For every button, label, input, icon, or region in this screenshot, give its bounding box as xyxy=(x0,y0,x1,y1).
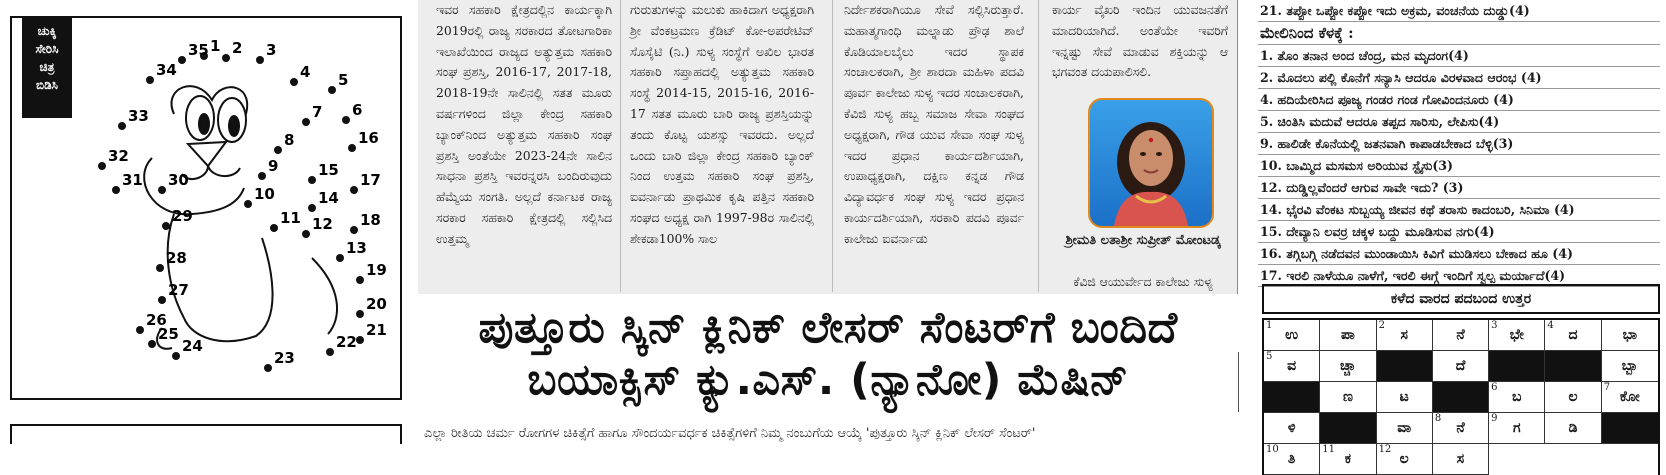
puzzle-dot xyxy=(158,186,166,194)
puzzle-dot-number: 2 xyxy=(232,39,243,57)
cell-letter: ದೆ xyxy=(1455,358,1466,374)
cell-letter: ಚ್ಚಾ xyxy=(1339,358,1356,374)
puzzle-dot-number: 10 xyxy=(254,185,275,203)
dot-puzzle-panel xyxy=(10,16,402,400)
cell-letter: ಗ xyxy=(1512,420,1521,436)
puzzle-dot xyxy=(112,186,120,194)
cell-letter: ಭಾ xyxy=(1622,327,1638,343)
cell-letter: ನೆ xyxy=(1456,420,1465,436)
grid-cell xyxy=(1264,351,1320,382)
column-rule xyxy=(832,0,833,292)
grid-cell xyxy=(1602,351,1658,382)
puzzle-dot-number: 19 xyxy=(366,261,387,279)
article-column-1 xyxy=(436,0,612,250)
cell-letter: ನೆ xyxy=(1456,327,1465,343)
puzzle-dot xyxy=(356,310,364,318)
down-clues-heading: ಮೇಲಿನಿಂದ ಕೆಳಕ್ಕೆ : xyxy=(1258,22,1660,45)
cell-letter: ಸ xyxy=(1456,451,1465,467)
puzzle-dot-number: 13 xyxy=(346,239,367,257)
puzzle-dot xyxy=(336,254,344,262)
puzzle-dot xyxy=(290,78,298,86)
puzzle-dot-number: 28 xyxy=(166,249,187,267)
cell-letter: ಳಿ xyxy=(1287,420,1296,436)
puzzle-dot xyxy=(172,352,180,360)
grid-cell-black xyxy=(1377,351,1433,382)
puzzle-dot xyxy=(348,144,356,152)
answer-grid xyxy=(1262,318,1660,475)
puzzle-dot-number: 25 xyxy=(158,325,179,343)
profile-article xyxy=(418,0,1238,294)
grid-cell xyxy=(1433,444,1489,475)
puzzle-dot-number: 12 xyxy=(312,215,333,233)
badge-line: ಚುಕ್ಕಿ xyxy=(37,24,57,38)
cell-number: 5 xyxy=(1266,351,1273,362)
clue-item: 9. ಹಾಲಿಡೇ ಕೊನೆಯಲ್ಲಿ ಜತನವಾಗಿ ಕಾಪಾಡಬೇಕಾದ ಬೆಳ್ಳಿ(3) xyxy=(1258,133,1660,155)
puzzle-dot xyxy=(302,230,310,238)
puzzle-dot-number: 33 xyxy=(128,107,149,125)
cell-number: 7 xyxy=(1603,382,1611,393)
puzzle-dot-number: 31 xyxy=(122,171,143,189)
headline-line-1: ಪುತ್ತೂರು ಸ್ಕಿನ್ ಕ್ಲಿನಿಕ್ ಲೇಸರ್ ಸೆಂಟರ್‌ಗೆ ಬಂದಿದೆ xyxy=(478,303,1178,353)
puzzle-dot-number: 17 xyxy=(360,171,381,189)
grid-cell xyxy=(1377,413,1433,444)
puzzle-dot xyxy=(350,186,358,194)
grid-cell xyxy=(1320,382,1376,413)
puzzle-dot xyxy=(328,86,336,94)
article-column-3 xyxy=(844,0,1024,250)
puzzle-dot xyxy=(118,122,126,130)
puzzle-dot-number: 32 xyxy=(108,147,129,165)
clue-item: 5. ಚಿಂತಿಸಿ ಮದುವೆ ಆದರೂ ತಪ್ಪದ ಸಾರಿಸು, ಲೇಪಿಸು(4) xyxy=(1258,111,1660,133)
puzzle-dot-number: 11 xyxy=(280,209,301,227)
clue-item: 16. ತಗ್ಗಿಬಗ್ಗಿ ನಡೆದವನ ಮುಂಡಾಯಿಸಿ ಕಿವಿಗೆ ಮುಡಿಸಲು ಬೇಕಾದ ಹೂ (4) xyxy=(1258,243,1660,265)
puzzle-dot-number: 35 xyxy=(188,41,209,59)
puzzle-dot-number: 16 xyxy=(358,129,379,147)
puzzle-dot-number: 15 xyxy=(318,161,339,179)
grid-cell xyxy=(1320,444,1376,475)
puzzle-dot xyxy=(342,116,350,124)
puzzle-dot-number: 6 xyxy=(352,101,363,119)
puzzle-dot-number: 21 xyxy=(366,321,387,339)
puzzle-dot-number: 27 xyxy=(168,281,189,299)
grid-cell-black xyxy=(1545,351,1601,382)
cell-letter: ಬ್ಬಾ xyxy=(1621,358,1638,374)
grid-cell xyxy=(1377,444,1433,475)
puzzle-dot xyxy=(222,54,230,62)
puzzle-dot xyxy=(146,76,154,84)
grid-cell xyxy=(1377,382,1433,413)
clue-item: 14. ಭೈರವಿ ವೆಂಕಟ ಸುಬ್ಬಯ್ಯ ಜೀವನ ಕಥೆ ತರಾಸು ಕಾದಂಬರಿ, ಸಿನಿಮಾ (4) xyxy=(1258,199,1660,221)
badge-line: ಸೇರಿಸಿ xyxy=(35,42,59,56)
puzzle-dot xyxy=(98,162,106,170)
puzzle-dot xyxy=(256,56,264,64)
divider xyxy=(1238,352,1239,412)
cell-number: 9 xyxy=(1491,413,1498,424)
puzzle-dot xyxy=(244,200,252,208)
puzzle-dot-number: 9 xyxy=(268,157,279,175)
cell-letter: ಟ xyxy=(1399,389,1409,405)
cell-letter: ಣ xyxy=(1342,389,1353,405)
puzzle-dot xyxy=(258,172,266,180)
grid-cell xyxy=(1489,320,1545,351)
puzzle-dot-number: 26 xyxy=(146,311,167,329)
badge-line: ಚಿತ್ರ xyxy=(39,60,55,74)
puzzle-dot-number: 3 xyxy=(266,41,277,59)
clue-item: 1. ತೊಂ ತನಾನ ಅಂದ ಚೆಂದ್ರ, ಮನ ಮೃದಂಗ(4) xyxy=(1258,45,1660,67)
grid-cell xyxy=(1545,382,1601,413)
cell-letter: ಕೋ xyxy=(1619,389,1640,405)
cell-number: 8 xyxy=(1434,413,1442,424)
clue-item: 12. ದುಡ್ಡಿಲ್ಲವೆಂದರೆ ಆಗುವ ಸಾವೇ ಇದು? (3) xyxy=(1258,177,1660,199)
grid-cell-black xyxy=(1264,382,1320,413)
clue-item: 21. ತಪ್ಪೋ ಒಪ್ಪೋ ಕಪ್ಪೋ ಇದು ಅಕ್ರಮ, ವಂಚನೆಯ ದುಡ್ಡು(4) xyxy=(1258,0,1660,22)
column-rule xyxy=(1038,0,1039,292)
grid-cell xyxy=(1433,351,1489,382)
puzzle-dot xyxy=(264,364,272,372)
next-section-box xyxy=(10,424,402,444)
cell-number: 3 xyxy=(1491,320,1498,331)
puzzle-dot xyxy=(156,264,164,272)
grid-cell xyxy=(1264,413,1320,444)
puzzle-title-badge xyxy=(22,18,72,118)
grid-cell xyxy=(1264,444,1320,475)
grid-cell-black xyxy=(1602,413,1658,444)
cell-number: 12 xyxy=(1378,444,1392,455)
grid-cell-black xyxy=(1433,382,1489,413)
cell-letter: ಲ xyxy=(1568,389,1578,405)
portrait-illustration xyxy=(1090,100,1212,226)
puzzle-dot xyxy=(270,224,278,232)
grid-cell-black xyxy=(1320,413,1376,444)
photo-caption-name: ಶ್ರೀಮತಿ ಲತಾಶ್ರೀ ಸುಪ್ರೀತ್ ಮೋಂಟಡ್ಕ xyxy=(1065,233,1221,248)
cell-letter: ಭೇ xyxy=(1509,327,1524,343)
column-text: ನಿರ್ದೇಶಕರಾಗಿಯೂ ಸೇವೆ ಸಲ್ಲಿಸಿರುತ್ತಾರೆ. ಮಹಾತ್ಮಗಾಂಧಿ ಮಲ್ನಾಡು ಪ್ರೌಢ ಶಾಲೆ ಕೊಡಿಯಾಲಬೈಲು ಇದರ ಸ್ಥಾಪಕ ಸಂಚಾಲಕರಾಗಿ, ಶ್ರೀ ಶಾರದಾ ಮಹಿಳಾ ಪದವಿ ಪೂರ್ವ ಕಾಲೇಜು ಸುಳ್ಯ ಇದರ ಸಂಚಾಲಕರಾಗಿ, ಕೆವಿಜಿ ಸುಳ್ಯ ಹಬ್ಬ ಸಮಾಜ ಸೇವಾ ಸಂಘದ ಅಧ್ಯಕ್ಷರಾಗಿ, ಗೌಡ ಯುವ ಸೇವಾ ಸಂಘ ಸುಳ್ಯ ಇದರ ಪ್ರಧಾನ ಕಾರ್ಯದರ್ಶಿಯಾಗಿ, ಉಪಾಧ್ಯಕ್ಷರಾಗಿ, ದಕ್ಷಿಣ ಕನ್ನಡ ಗೌಡ ವಿದ್ಯಾವರ್ಧಕ ಸಂಘ ಸುಳ್ಯ ಇದರ ಪ್ರಧಾನ ಕಾರ್ಯದರ್ಶಿಯಾಗಿ, ಸರಕಾರಿ ಪದವಿ ಪೂರ್ವ ಕಾಲೇಜು ಐವರ್ನಾಡು xyxy=(844,2,1024,246)
puzzle-dot xyxy=(308,204,316,212)
puzzle-dot xyxy=(326,348,334,356)
clue-item: 2. ಮೊದಲು ಪಲ್ಲಿ ಕೊನೆಗೆ ಸನ್ಯಾಸಿ ಆದರೂ ವಿರಳವಾದ ಆರಂಭ (4) xyxy=(1258,67,1660,89)
article-column-2 xyxy=(630,0,814,250)
puzzle-dot xyxy=(308,176,316,184)
headline-line-2: ಬಯಾಕ್ಸಿಸ್ ಕ್ಯು.ಎಸ್. (ನ್ಯಾನೋ) ಮೆಷಿನ್ xyxy=(527,355,1129,405)
article-column-4 xyxy=(1052,0,1228,83)
cell-letter: ಲ xyxy=(1399,451,1409,467)
grid-cell xyxy=(1377,320,1433,351)
puzzle-dot xyxy=(158,296,166,304)
grid-cell xyxy=(1433,413,1489,444)
cell-letter: ಸ xyxy=(1400,327,1408,343)
puzzle-dot xyxy=(356,276,364,284)
puzzle-dot-number: 20 xyxy=(366,295,387,313)
clue-item: 15. ದೇವ್ಯಾನಿ ಲವರ್ರ ಚಕ್ಕಳ ಬದ್ದು ಮೂಡಿಸುವ ನಗು(4) xyxy=(1258,221,1660,243)
grid-cell xyxy=(1320,320,1376,351)
crossword-section xyxy=(1258,0,1660,467)
portrait-photo xyxy=(1088,98,1214,228)
grid-cell-black xyxy=(1489,351,1545,382)
column-text: ಇವರ ಸಹಕಾರಿ ಕ್ಷೇತ್ರದಲ್ಲಿನ ಕಾರ್ಯಕ್ಕಾಗಿ 2019ರಲ್ಲಿ ರಾಜ್ಯ ಸರಕಾರದ ತೋಟಗಾರಿಕಾ ಇಲಾಖೆಯಿಂದ ರಾಜ್ಯದ ಅತ್ಯುತ್ತಮ ಸಹಕಾರಿ ಸಂಘ ಪ್ರಶಸ್ತಿ, 2016-17, 2017-18, 2018-19ನೇ ಸಾಲಿನಲ್ಲಿ ಸತತ ಮೂರು ವರ್ಷಗಳಿಂದ ಜಿಲ್ಲಾ ಕೇಂದ್ರ ಸಹಕಾರಿ ಬ್ಯಾಂಕ್‌ನಿಂದ ಅತ್ಯುತ್ತಮ ಸಹಕಾರಿ ಸಂಘ ಪ್ರಶಸ್ತಿ ಅಂತೆಯೇ 2023-24ನೇ ಸಾಲಿನ ಸಾಧನಾ ಪ್ರಶಸ್ತಿ ಇವರನ್ನರಸಿ ಬಂದಿರುವುದು ಹೆಮ್ಮೆಯ ಸಂಗತಿ. ಅಲ್ಲದೆ ಕರ್ನಾಟಕ ರಾಜ್ಯ ಸರಕಾರ ಸಹಕಾರಿ ಕ್ಷೇತ್ರದಲ್ಲಿ ಸಲ್ಲಿಸಿದ ಉತ್ತಮ್ಮ xyxy=(436,2,612,246)
grid-cell xyxy=(1489,413,1545,444)
clue-item: 4. ಹದಿಯೇರಿಸಿದ ಪೂಜ್ಯ ಗಂಡರ ಗಂಡ ಗೋವಿಂದನೂರು (4) xyxy=(1258,89,1660,111)
cell-letter: ತಿ xyxy=(1287,451,1296,467)
grid-cell xyxy=(1602,382,1658,413)
badge-line: ಬಿಡಿಸಿ xyxy=(36,78,58,92)
puzzle-dot xyxy=(148,340,156,348)
ad-headline xyxy=(418,302,1238,406)
puzzle-dot-number: 7 xyxy=(312,103,323,121)
cell-number: 6 xyxy=(1491,382,1498,393)
column-rule xyxy=(620,0,621,292)
cell-number: 10 xyxy=(1266,444,1279,455)
grid-cell xyxy=(1545,320,1601,351)
ad-lead-text: ಎಲ್ಲಾ ರೀತಿಯ ಚರ್ಮ ರೋಗಗಳ ಚಿಕಿತ್ಸೆಗೆ ಹಾಗೂ ಸೌಂದರ್ಯವರ್ಧಕ ಚಿಕಿತ್ಸೆಗಳಿಗೆ ನಿಮ್ಮ ನಂಬುಗೆಯ ಆಯ್ಕೆ 'ಪುತ್ತೂರು ಸ್ಕಿನ್ ಕ್ಲಿನಿಕ್ ಲೇಸರ್ ಸೆಂಟರ್' xyxy=(424,426,1036,441)
puzzle-dot xyxy=(356,336,364,344)
cell-number: 4 xyxy=(1547,320,1554,331)
cell-number: 2 xyxy=(1378,320,1385,331)
cell-letter: ವ xyxy=(1287,358,1297,374)
cell-number: 11 xyxy=(1322,444,1336,455)
grid-cell xyxy=(1602,320,1658,351)
puzzle-dot-number: 1 xyxy=(210,37,221,55)
puzzle-dot xyxy=(178,56,186,64)
puzzle-dot-number: 22 xyxy=(336,333,357,351)
puzzle-dot-number: 8 xyxy=(284,131,295,149)
column-text: ಕಾರ್ಯ ವೈಖರಿ ಇಂದಿನ ಯುವಜನತೆಗೆ ಮಾದರಿಯಾಗಿದೆ. ಅಂತೆಯೇ ಇವರಿಗೆ ಇನ್ನಷ್ಟು ಸೇವೆ ಮಾಡುವ ಶಕ್ತಿಯನ್ನು ಆ ಭಗವಂತ ದಯಪಾಲಿಸಲಿ. xyxy=(1052,2,1228,80)
numbered-dots xyxy=(98,37,387,372)
cell-letter: ಡಿ xyxy=(1568,420,1578,436)
puzzle-dot xyxy=(302,118,310,126)
puzzle-dot-number: 4 xyxy=(300,63,311,81)
clue-item: 17. ಇರಲಿ ನಾಳೆಯೂ ನಾಳೆಗೆ, ಇರಲಿ ಈಗ್ಗೆ ಇಂದಿಗೆ ಸ್ವಲ್ಪ ಮರ್ಯಾದೆ(4) xyxy=(1258,265,1660,287)
grid-cell xyxy=(1264,320,1320,351)
column-text: ಗುರುತುಗಳನ್ನು ಮಲುಕು ಹಾಕಿದಾಗ ಅಧ್ಯಕ್ಷರಾಗಿ ಶ್ರೀ ವೆಂಕಟ್ರಮಣ ಕ್ರೆಡಿಟ್ ಕೋ-ಅಪರೇಟಿವ್ ಸೊಸೈಟಿ (ನಿ.) ಸುಳ್ಯ ಸಂಸ್ಥೆಗೆ ಅಖಿಲ ಭಾರತ ಸಹಕಾರಿ ಸಪ್ತಾಹದಲ್ಲಿ ಅತ್ಯುತ್ತಮ ಸಹಕಾರಿ ಸಂಸ್ಥೆ 2014-15, 2015-16, 2016-17 ಸತತ ಮೂರು ಬಾರಿ ರಾಜ್ಯ ಪ್ರಶಸ್ತಿಯನ್ನು ತಂದು ಕೊಟ್ಟ ಯಶಸ್ಸು ಇವರದು. ಅಲ್ಲದೆ ಒಂದು ಬಾರಿ ಜಿಲ್ಲಾ ಕೇಂದ್ರ ಸಹಕಾರಿ ಬ್ಯಾಂಕ್ ನಿಂದ ಉತ್ತಮ ಸಹಕಾರಿ ಸಂಘ ಪ್ರಶಸ್ತಿ, ಐವರ್ನಾಡು ಪ್ರಾಥಮಿಕ ಕೃಷಿ ಪತ್ತಿನ ಸಹಕಾರಿ ಸಂಘದ ಅಧ್ಯಕ್ಷ ರಾಗಿ 1997-98ರ ಸಾಲಿನಲ್ಲಿ ಶೇಕಡಾ100% ಸಾಲ xyxy=(630,2,814,246)
puzzle-dot xyxy=(274,146,282,154)
cell-letter: ಪಾ xyxy=(1340,327,1355,343)
puzzle-dot-number: 34 xyxy=(156,61,177,79)
cell-letter: ಕ xyxy=(1344,451,1352,467)
grid-cell xyxy=(1489,382,1545,413)
puzzle-dot-number: 30 xyxy=(168,171,189,189)
puzzle-dot-number: 23 xyxy=(274,349,295,367)
cell-letter: ಉ xyxy=(1285,327,1299,343)
cell-letter: ದ xyxy=(1568,327,1578,343)
grid-cell xyxy=(1545,413,1601,444)
puzzle-dot xyxy=(136,326,144,334)
puzzle-dot-number: 18 xyxy=(360,211,381,229)
cell-number: 1 xyxy=(1266,320,1273,331)
cell-letter: ಬ xyxy=(1512,389,1522,405)
grid-cell xyxy=(1320,351,1376,382)
cell-letter: ವಾ xyxy=(1397,420,1412,436)
puzzle-dot xyxy=(350,226,358,234)
photo-caption-sub: ಕೆವಿಜಿ ಆಯುರ್ವೇದ ಕಾಲೇಜು ಸುಳ್ಯ xyxy=(1073,274,1213,289)
answer-grid-title: ಕಳೆದ ವಾರದ ಪದಬಂದ ಉತ್ತರ xyxy=(1262,284,1660,314)
puzzle-dot xyxy=(162,222,170,230)
puzzle-dot-number: 5 xyxy=(338,71,349,89)
clue-item: 10. ಬಾಮ್ಮಿದ ಮಸಮಸ ಅರಿಯುವ ಸ್ಟೈಸು(3) xyxy=(1258,155,1660,177)
puzzle-dot-number: 24 xyxy=(182,337,203,355)
grid-cell xyxy=(1433,320,1489,351)
puzzle-dot-number: 29 xyxy=(172,207,193,225)
puzzle-dot-number: 14 xyxy=(318,189,339,207)
